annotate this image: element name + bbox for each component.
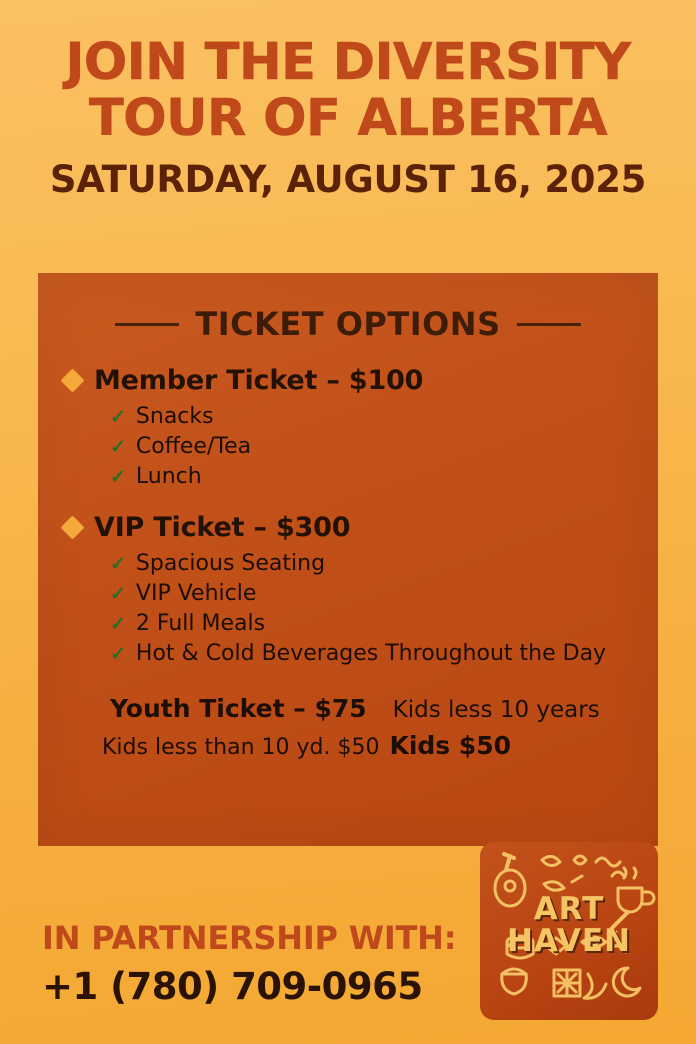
ticket-options-panel	[38, 273, 658, 846]
logo-line-1: ART	[533, 891, 605, 927]
event-date: SATURDAY, AUGUST 16, 2025	[49, 158, 647, 202]
rule-right-decoration	[517, 323, 581, 326]
feature-label: Lunch	[135, 463, 202, 489]
ticket-tier-kids	[38, 731, 658, 760]
title-line-1: JOIN THE DIVERSITY	[65, 33, 631, 92]
tier-header	[64, 512, 658, 543]
check-icon: ✓	[110, 584, 126, 606]
ticket-tier-vip	[38, 512, 658, 667]
check-icon: ✓	[110, 466, 126, 488]
panel-title-row	[38, 305, 658, 343]
tier-name: VIP Ticket – $300	[94, 512, 351, 544]
check-icon: ✓	[110, 407, 126, 428]
logo-wordmark	[480, 891, 658, 959]
list-item	[110, 434, 658, 461]
tier-header	[64, 365, 658, 396]
list-item	[110, 611, 658, 638]
feature-label: Coffee/Tea	[135, 433, 252, 459]
rule-left-decoration	[115, 323, 179, 326]
ticket-tier-youth	[38, 694, 658, 723]
pot-icon	[502, 969, 527, 994]
diamond-bullet-icon	[60, 368, 84, 392]
tier-feature-list	[64, 551, 658, 667]
poster-footer	[42, 919, 472, 1008]
moon-icon	[613, 968, 640, 996]
partnership-label: IN PARTNERSHIP WITH:	[42, 919, 457, 957]
list-item	[110, 404, 658, 431]
pattern-square-icon	[554, 970, 580, 996]
feature-label: Spacious Seating	[135, 551, 326, 577]
sparkle-icon	[572, 856, 586, 882]
kids-ticket-price: Kids $50	[389, 730, 512, 760]
youth-ticket-note: Kids less 10 years	[392, 696, 600, 723]
kids-ticket-detail: Kids less than 10 yd. $50	[102, 734, 380, 760]
tier-feature-list	[64, 404, 658, 490]
list-item	[110, 464, 658, 491]
check-icon: ✓	[110, 614, 126, 636]
contact-phone[interactable]: +1 (780) 709-0965	[42, 965, 423, 1008]
panel-title: TICKET OPTIONS	[195, 305, 501, 343]
feature-label: Snacks	[135, 404, 214, 429]
feature-label: VIP Vehicle	[135, 581, 257, 607]
list-item	[110, 641, 658, 668]
poster-header	[0, 0, 696, 201]
squiggle-icon	[596, 858, 624, 876]
logo-line-2: HAVEN	[507, 922, 631, 959]
art-haven-logo	[480, 842, 658, 1020]
ticket-tier-member	[38, 365, 658, 490]
list-item	[110, 581, 658, 608]
diamond-bullet-icon	[60, 516, 84, 540]
title-line-2: TOUR OF ALBERTA	[89, 89, 607, 149]
leaf-icon	[542, 856, 564, 890]
check-icon: ✓	[110, 643, 126, 665]
check-icon: ✓	[110, 554, 126, 576]
feature-label: Hot & Cold Beverages Throughout the Day	[135, 640, 607, 666]
check-icon: ✓	[110, 436, 126, 458]
list-item	[110, 551, 658, 578]
youth-ticket-label: Youth Ticket – $75	[110, 693, 367, 723]
feature-label: 2 Full Meals	[135, 611, 266, 637]
tier-name: Member Ticket – $100	[94, 365, 424, 396]
